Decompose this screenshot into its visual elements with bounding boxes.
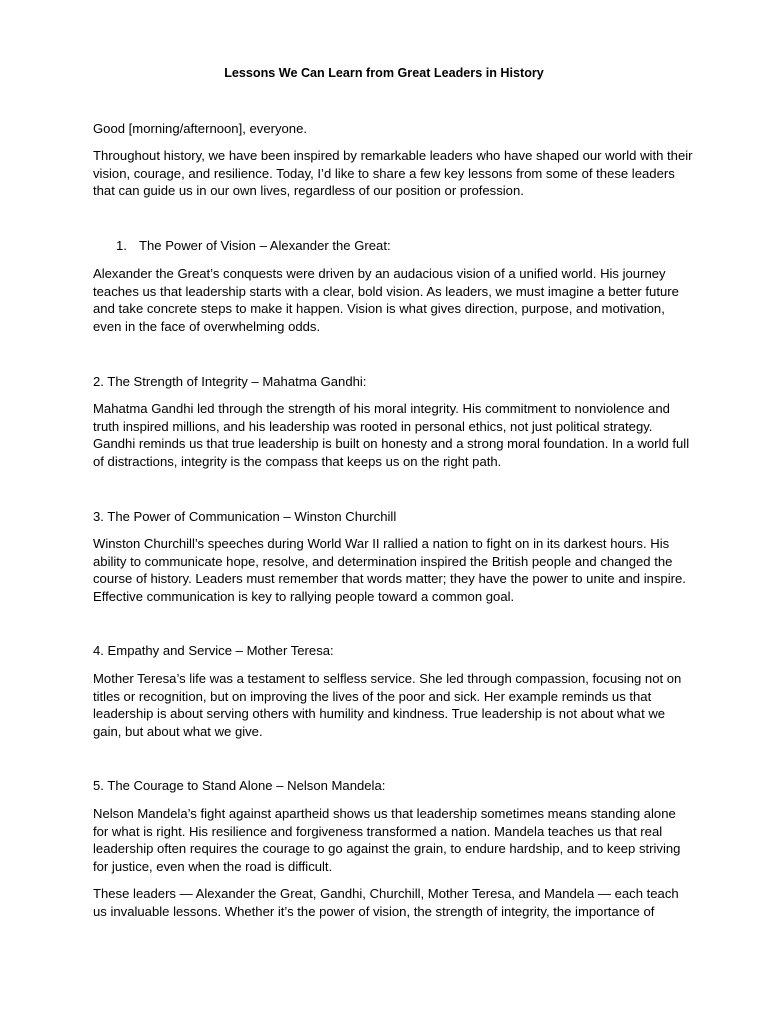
section-4-body: Mother Teresa’s life was a testament to selfless service. She led through compassion, focusing not on titles or recognition, but on improving the lives of the poor and sick. Her example reminds us that leadership is about serving others with humility and kindness. True leadership is not about what we gain, but about what we give.	[93, 671, 682, 739]
section-5-body: Nelson Mandela’s fight against apartheid shows us that leadership sometimes means standing alone for what is right. His resilience and forgiveness transformed a nation. Mandela teaches us that real leadership often requires the courage to go against the grain, to endure hardship, and to keep striving for justice, even when the road is difficult.	[93, 806, 681, 874]
section-3-heading: 3. The Power of Communication – Winston Churchill	[93, 509, 397, 524]
section-2-body: Mahatma Gandhi led through the strength of his moral integrity. His commitment to nonviolence and truth inspired millions, and his leadership was rooted in personal ethics, not just political strategy. Gandhi reminds us that true leadership is built on honesty and a strong moral foundation. In a world full of distractions, integrity is the compass that keeps us on the right path.	[93, 401, 690, 469]
section-1-number: 1.	[116, 238, 127, 253]
section-4-heading: 4. Empathy and Service – Mother Teresa:	[93, 643, 334, 658]
intro-paragraph: Throughout history, we have been inspired by remarkable leaders who have shaped our world with their vision, courage, and resilience. Today, I’d like to share a few key lessons from some of these leaders that can guide us in our own lives, regardless of our position or profession.	[93, 148, 693, 198]
document-title: Lessons We Can Learn from Great Leaders in History	[224, 66, 544, 80]
section-1-body: Alexander the Great’s conquests were driven by an audacious vision of a unified world. His journey teaches us that leadership starts with a clear, bold vision. As leaders, we must imagine a better future and take concrete steps to make it happen. Vision is what gives direction, purpose, and motivation, even in the face of overwhelming odds.	[93, 266, 679, 334]
closing-paragraph: These leaders — Alexander the Great, Gandhi, Churchill, Mother Teresa, and Mandela — each teach us invaluable lessons. Whether it’s the power of vision, the strength of integrity, the importance of	[93, 886, 679, 919]
section-1-heading	[116, 237, 391, 255]
section-5-heading: 5. The Courage to Stand Alone – Nelson Mandela:	[93, 778, 386, 793]
section-2-heading: 2. The Strength of Integrity – Mahatma Gandhi:	[93, 374, 367, 389]
section-1-heading-text: The Power of Vision – Alexander the Great:	[139, 238, 391, 253]
section-3-body: Winston Churchill’s speeches during World War II rallied a nation to fight on in its darkest hours. His ability to communicate hope, resolve, and determination inspired the British people and changed the course of history. Leaders must remember that words matter; they have the power to unite and inspire. Effective communication is key to rallying people toward a common goal.	[93, 536, 686, 604]
greeting-paragraph: Good [morning/afternoon], everyone.	[93, 121, 307, 136]
